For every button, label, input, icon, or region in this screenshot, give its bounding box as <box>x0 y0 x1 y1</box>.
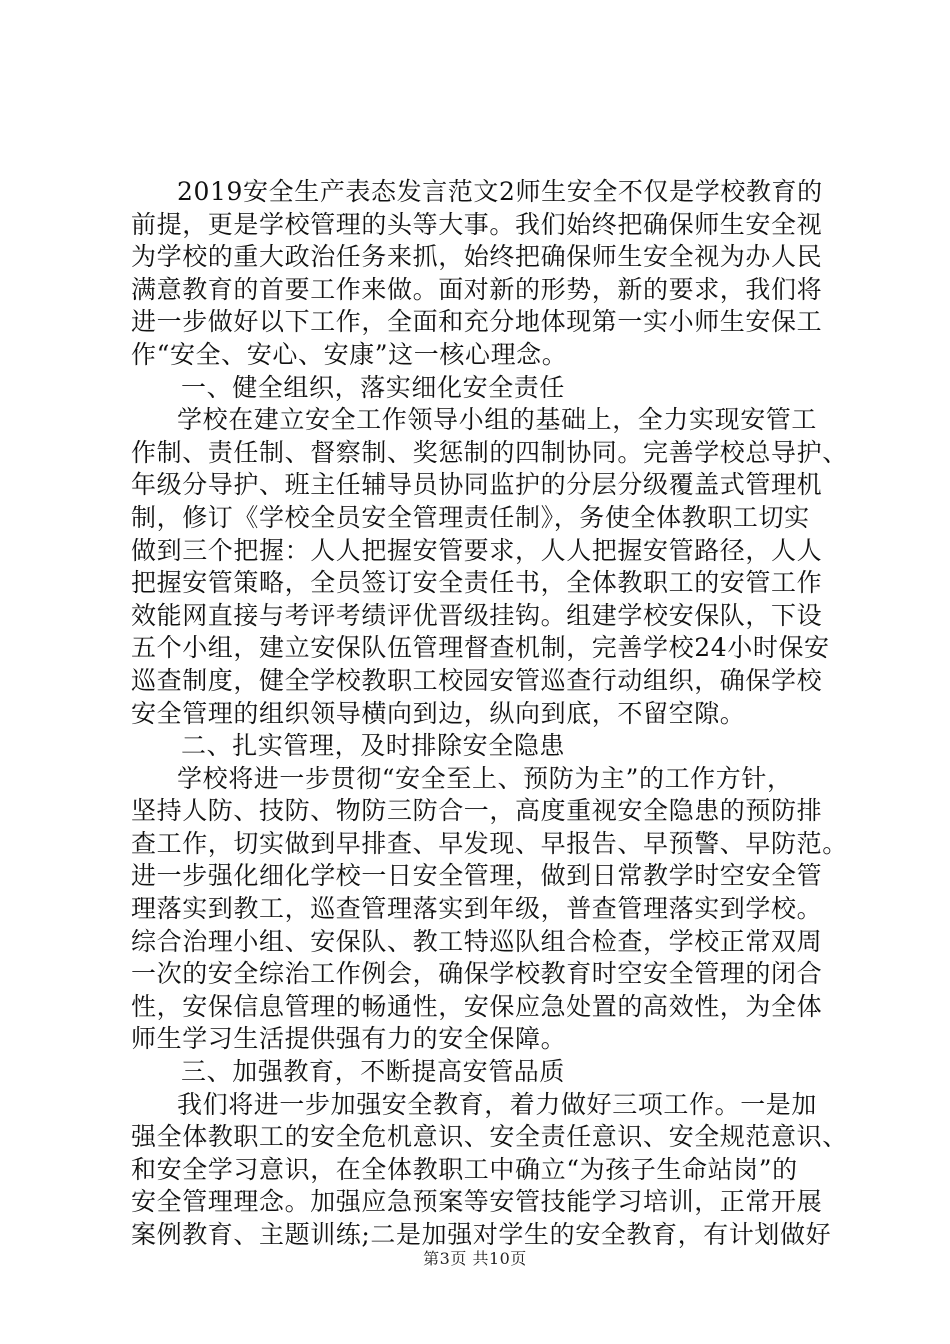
paragraph-line: 和安全学习意识，在全体教职工中确立“为孩子生命站岗”的 <box>131 1154 798 1184</box>
paragraph-line: 安全管理的组织领导横向到边，纵向到底，不留空隙。 <box>131 698 746 728</box>
paragraph-line: 学校将进一步贯彻“安全至上、预防为主”的工作方针， <box>177 763 793 793</box>
paragraph-line: 案例教育、主题训练;二是加强对学生的安全教育，有计划做好 <box>131 1220 832 1249</box>
paragraph-line: 综合治理小组、安保队、教工特巡队组合检查，学校正常双周 <box>131 926 823 956</box>
paragraph-line: 我们将进一步加强安全教育，着力做好三项工作。一是加 <box>177 1089 818 1119</box>
section-heading: 一、健全组织，落实细化安全责任 <box>181 372 566 402</box>
paragraph-line: 效能网直接与考评考绩评优晋级挂钩。组建学校安保队，下设 <box>131 600 823 630</box>
paragraph-line: 2019安全生产表态发言范文2师生安全不仅是学校教育的 <box>177 177 823 206</box>
paragraph-line: 坚持人防、技防、物防三防合一，高度重视安全隐患的预防排 <box>131 796 823 826</box>
paragraph-line: 五个小组，建立安保队伍管理督查机制，完善学校24小时保安 <box>131 633 830 663</box>
paragraph-line: 安全管理理念。加强应急预案等安管技能学习培训，正常开展 <box>131 1187 823 1217</box>
paragraph-line: 作制、责任制、督察制、奖惩制的四制协同。完善学校总导护、 <box>131 437 848 467</box>
paragraph-line: 性，安保信息管理的畅通性，安保应急处置的高效性，为全体 <box>131 991 823 1021</box>
section-heading: 三、加强教育，不断提高安管品质 <box>181 1057 566 1087</box>
paragraph-line: 前提，更是学校管理的头等大事。我们始终把确保师生安全视 <box>131 209 823 239</box>
paragraph-line: 一次的安全综治工作例会，确保学校教育时空安全管理的闭合 <box>131 959 823 989</box>
paragraph-line: 把握安管策略，全员签订安全责任书，全体教职工的安管工作 <box>131 568 823 598</box>
paragraph-line: 强全体教职工的安全危机意识、安全责任意识、安全规范意识、 <box>131 1122 848 1152</box>
section-heading: 二、扎实管理，及时排除安全隐患 <box>181 731 566 761</box>
paragraph-line: 进一步做好以下工作，全面和充分地体现第一实小师生安保工 <box>131 307 823 337</box>
page-number: 第3页 共10页 <box>423 1249 527 1268</box>
paragraph-line: 满意教育的首要工作来做。面对新的形势，新的要求，我们将 <box>131 274 823 304</box>
paragraph-line: 做到三个把握：人人把握安管要求，人人把握安管路径，人人 <box>131 535 823 565</box>
paragraph-line: 师生学习生活提供强有力的安全保障。 <box>131 1024 567 1054</box>
paragraph-line: 为学校的重大政治任务来抓，始终把确保师生安全视为办人民 <box>131 242 823 272</box>
paragraph-line: 查工作，切实做到早排查、早发现、早报告、早预警、早防范。 <box>131 828 848 858</box>
paragraph-line: 年级分导护、班主任辅导员协同监护的分层分级覆盖式管理机 <box>131 470 823 500</box>
paragraph-line: 巡查制度，健全学校教职工校园安管巡查行动组织，确保学校 <box>131 665 823 695</box>
paragraph-line: 理落实到教工，巡查管理落实到年级，普查管理落实到学校。 <box>131 894 823 924</box>
paragraph-line: 作“安全、安心、安康”这一核心理念。 <box>131 339 568 369</box>
document-body <box>131 176 848 1252</box>
paragraph-line: 进一步强化细化学校一日安全管理，做到日常教学时空安全管 <box>131 861 823 891</box>
paragraph-line: 学校在建立安全工作领导小组的基础上，全力实现安管工 <box>177 405 818 435</box>
paragraph-line: 制，修订《学校全员安全管理责任制》，务使全体教职工切实 <box>131 502 810 532</box>
